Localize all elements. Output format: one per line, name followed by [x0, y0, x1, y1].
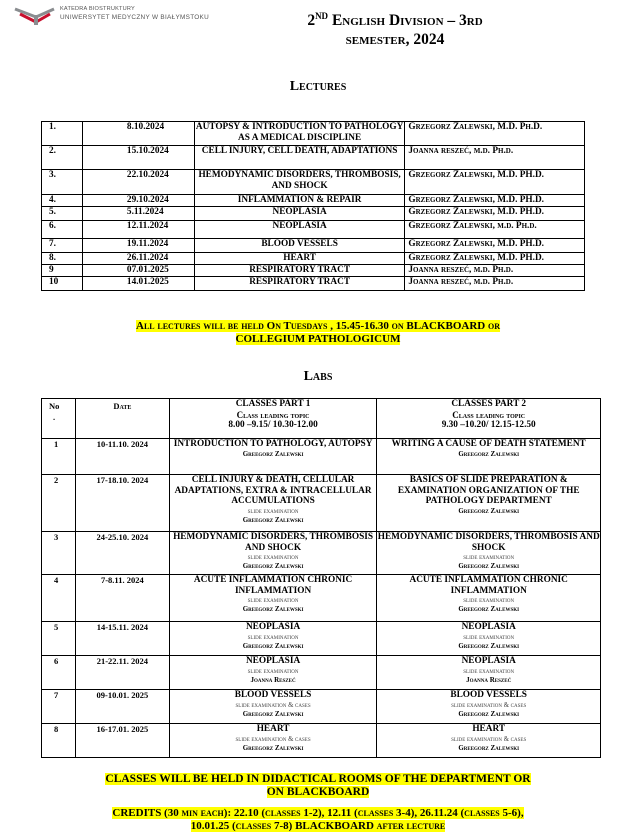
lab-row: [42, 532, 601, 575]
lecture-row: [42, 146, 585, 170]
lab-date: 7-8.11. 2024: [75, 575, 169, 622]
lecture-topic: RESPIRATORY TRACT: [194, 277, 405, 291]
labs-col-part2: [377, 399, 601, 439]
lecture-lecturer: Grzegorz Zalewski, M.D. PH.D.: [405, 207, 585, 221]
logo-university-text: UNIWERSYTET MEDYCZNY W BIAŁYMSTOKU: [60, 14, 210, 21]
lab-p2-cell: [377, 575, 601, 622]
lab-topic: BLOOD VESSELS: [450, 690, 527, 700]
university-logo: [14, 5, 214, 27]
lecture-row: [42, 265, 585, 277]
lab-p1-cell: [169, 724, 377, 758]
part2-time: 9.30 –10.20/ 12.15-12.50: [441, 420, 536, 430]
logo-emblem-icon: [14, 5, 56, 27]
lab-row: [42, 622, 601, 656]
lab-topic: HEART: [472, 724, 506, 734]
lecture-date: 5.11.2024: [82, 207, 194, 221]
lecture-topic: NEOPLASIA: [194, 207, 405, 221]
lab-p2-cell: [377, 622, 601, 656]
lecture-number: 7.: [42, 239, 83, 253]
labs-note: [0, 773, 636, 799]
lab-date: 24-25.10. 2024: [75, 532, 169, 575]
lab-activity: slide examination: [463, 597, 515, 604]
labs-col-no-label: No: [49, 401, 60, 411]
lab-topic: WRITING A CAUSE OF DEATH STATEMENT: [391, 439, 586, 449]
lab-topic: NEOPLASIA: [461, 622, 516, 632]
labs-header-row: [42, 399, 601, 439]
lecture-date: 29.10.2024: [82, 195, 194, 207]
lab-activity: slide examination: [247, 507, 299, 515]
lecture-lecturer: Joanna reszeć, m.d. Ph.d.: [405, 265, 585, 277]
lecture-number: 4.: [42, 195, 83, 207]
lab-activity: slide examination: [247, 667, 299, 675]
logo-department-text: KATEDRA BIOSTRUKTURY: [60, 6, 135, 12]
lecture-row: [42, 122, 585, 146]
lecture-lecturer: Grzegorz Zalewski, M.D. PH.D.: [405, 239, 585, 253]
lecture-number: 1.: [42, 122, 83, 146]
lecture-topic: HEART: [194, 253, 405, 265]
lecture-topic: NEOPLASIA: [194, 221, 405, 239]
lab-number: 5: [42, 622, 76, 656]
lecture-date: 26.11.2024: [82, 253, 194, 265]
lab-p2-cell: [377, 690, 601, 724]
lab-p1-cell: [169, 439, 377, 475]
lab-topic: HEMODYNAMIC DISORDERS, THROMBOSIS AND SHOCK: [173, 532, 374, 553]
lectures-table: [41, 121, 585, 291]
lab-teacher: Greegorz Zalewski: [458, 449, 520, 458]
lab-p1-cell: [169, 532, 377, 575]
lecture-topic: AUTOPSY & INTRODUCTION TO PATHOLOGY AS A MEDICAL DISCIPLINE: [194, 122, 405, 146]
lab-teacher: Greegorz Zalewski: [242, 515, 304, 524]
lecture-topic: HEMODYNAMIC DISORDERS, THROMBOSIS, AND SHOCK: [194, 170, 405, 195]
lab-activity: slide examination: [247, 597, 299, 604]
labs-note-line2: ON BLACKBOARD: [266, 786, 370, 798]
labs-col-no-dot: .: [53, 411, 56, 422]
labs-col-date: Date: [75, 399, 169, 439]
lecture-topic: CELL INJURY, CELL DEATH, ADAPTATIONS: [194, 146, 405, 170]
lab-topic: NEOPLASIA: [245, 622, 301, 632]
lab-teacher: Greegorz Zalewski: [242, 641, 304, 650]
lecture-lecturer: Joanna reszeć, m.d. Ph.d.: [405, 277, 585, 291]
lecture-lecturer: Joanna reszeć, m.d. Ph.d.: [405, 146, 585, 170]
lectures-note: [0, 320, 636, 346]
labs-table: [41, 398, 601, 758]
lab-p1-cell: [169, 475, 377, 532]
lab-activity: slide examination & cases: [235, 701, 311, 709]
part1-title: CLASSES PART 1: [235, 399, 311, 409]
lab-p2-cell: [377, 439, 601, 475]
lab-number: 1: [42, 439, 76, 475]
lab-teacher: Greegorz Zalewski: [242, 709, 304, 718]
lab-teacher: Greegorz Zalewski: [458, 562, 520, 570]
lab-topic: ACUTE INFLAMMATION CHRONIC INFLAMMATION: [409, 575, 568, 596]
lab-row: [42, 724, 601, 758]
lecture-lecturer: Grzegorz Zalewski, M.D. Ph.D.: [405, 122, 585, 146]
lab-number: 7: [42, 690, 76, 724]
lab-date: 14-15.11. 2024: [75, 622, 169, 656]
lab-p2-cell: [377, 475, 601, 532]
lecture-number: 2.: [42, 146, 83, 170]
lecture-number: 8.: [42, 253, 83, 265]
lab-date: 21-22.11. 2024: [75, 656, 169, 690]
lab-teacher: Joanna Reszeć: [250, 675, 296, 684]
lab-p1-cell: [169, 575, 377, 622]
lectures-heading: Lectures: [289, 79, 347, 94]
lecture-topic: INFLAMMATION & REPAIR: [194, 195, 405, 207]
lab-activity: slide examination: [463, 667, 515, 675]
page-title-line2: semester, 2024: [345, 31, 445, 48]
credits-note: [0, 807, 636, 833]
labs-col-part1: [169, 399, 377, 439]
lab-row: [42, 575, 601, 622]
lab-p2-cell: [377, 532, 601, 575]
lecture-date: 22.10.2024: [82, 170, 194, 195]
lab-p1-cell: [169, 690, 377, 724]
lab-p1-cell: [169, 622, 377, 656]
lecture-lecturer: Grzegorz Zalewski, M.D. PH.D.: [405, 253, 585, 265]
lab-date: 16-17.01. 2025: [75, 724, 169, 758]
lecture-row: [42, 253, 585, 265]
lecture-row: [42, 221, 585, 239]
credits-line2: 10.01.25 (classes 7-8) BLACKBOARD after lecture: [190, 820, 446, 832]
lab-teacher: Greegorz Zalewski: [242, 562, 304, 570]
lab-p1-cell: [169, 656, 377, 690]
labs-note-line1: CLASSES WILL BE HELD IN DIDACTICAL ROOMS OF THE DEPARTMENT OR: [105, 773, 531, 785]
lab-p2-cell: [377, 656, 601, 690]
lab-teacher: Greegorz Zalewski: [458, 641, 520, 650]
lecture-date: 12.11.2024: [82, 221, 194, 239]
lab-number: 8: [42, 724, 76, 758]
part1-sub: Class leading topic: [236, 409, 310, 420]
lab-number: 6: [42, 656, 76, 690]
lab-teacher: Greegorz Zalewski: [242, 449, 304, 458]
lab-activity: slide examination & cases: [451, 735, 527, 743]
lab-activity: slide examination: [247, 633, 299, 641]
lab-activity: slide examination: [247, 554, 299, 561]
lecture-topic: BLOOD VESSELS: [194, 239, 405, 253]
lecture-number: 5.: [42, 207, 83, 221]
lab-number: 3: [42, 532, 76, 575]
lab-teacher: Greegorz Zalewski: [458, 605, 520, 613]
lab-number: 4: [42, 575, 76, 622]
lab-row: [42, 439, 601, 475]
lecture-lecturer: Grzegorz Zalewski, M.D. PH.D.: [405, 195, 585, 207]
lecture-number: 6.: [42, 221, 83, 239]
lecture-date: 15.10.2024: [82, 146, 194, 170]
lecture-date: 8.10.2024: [82, 122, 194, 146]
lecture-date: 14.01.2025: [82, 277, 194, 291]
lab-topic: HEMODYNAMIC DISORDERS, THROMBOSIS AND SHOCK: [377, 532, 600, 553]
lab-date: 17-18.10. 2024: [75, 475, 169, 532]
lecture-date: 19.11.2024: [82, 239, 194, 253]
lab-topic: INTRODUCTION TO PATHOLOGY, AUTOPSY: [173, 439, 373, 449]
lab-activity: slide examination: [463, 554, 515, 561]
lecture-row: [42, 207, 585, 221]
lab-topic: NEOPLASIA: [245, 656, 301, 666]
page-title-line1: 2ND English Division – 3rd: [307, 11, 483, 30]
lab-topic: BASICS OF SLIDE PREPARATION & EXAMINATION ORGANIZATION OF THE PATHOLOGY DEPARTMENT: [397, 475, 580, 506]
lab-topic: HEART: [256, 724, 290, 734]
lab-teacher: Greegorz Zalewski: [458, 743, 520, 752]
lab-teacher: Greegorz Zalewski: [242, 605, 304, 613]
lab-activity: slide examination: [463, 633, 515, 641]
lab-row: [42, 475, 601, 532]
part2-title: CLASSES PART 2: [451, 399, 527, 409]
part1-time: 8.00 –9.15/ 10.30-12.00: [228, 420, 318, 430]
lab-date: 10-11.10. 2024: [75, 439, 169, 475]
labs-heading: Labs: [303, 369, 333, 384]
lecture-date: 07.01.2025: [82, 265, 194, 277]
lab-row: [42, 656, 601, 690]
lab-topic: CELL INJURY & DEATH, CELLULAR ADAPTATIONS, EXTRA & INTRACELLULAR ACCUMULATIONS: [174, 475, 372, 506]
lab-activity: slide examination & cases: [235, 735, 311, 743]
lectures-note-line1: All lectures will be held On Tuesdays , 15.45-16.30 on BLACKBOARD or: [136, 320, 500, 332]
lecture-row: [42, 195, 585, 207]
lectures-note-line2: COLLEGIUM PATHOLOGICUM: [235, 333, 401, 345]
lecture-number: 3.: [42, 170, 83, 195]
lab-teacher: Greegorz Zalewski: [458, 506, 520, 515]
lab-row: [42, 690, 601, 724]
lab-date: 09-10.01. 2025: [75, 690, 169, 724]
lecture-number: 10: [42, 277, 83, 291]
lab-teacher: Joanna Reszeć: [466, 675, 512, 684]
lecture-row: [42, 170, 585, 195]
lecture-topic: RESPIRATORY TRACT: [194, 265, 405, 277]
lecture-lecturer: Grzegorz Zalewski, m.d. Ph.d.: [405, 221, 585, 239]
lecture-lecturer: Grzegorz Zalewski, M.D. PH.D.: [405, 170, 585, 195]
lecture-number: 9: [42, 265, 83, 277]
lab-teacher: Greegorz Zalewski: [458, 709, 520, 718]
credits-line1: CREDITS (30 min each): 22.10 (classes 1-2), 12.11 (classes 3-4), 26.11.24 (classes 5-6),: [112, 807, 524, 819]
part2-sub: Class leading topic: [452, 409, 526, 420]
lecture-row: [42, 277, 585, 291]
lab-topic: ACUTE INFLAMMATION CHRONIC INFLAMMATION: [193, 575, 353, 596]
lecture-row: [42, 239, 585, 253]
lab-p2-cell: [377, 724, 601, 758]
lab-teacher: Greegorz Zalewski: [242, 743, 304, 752]
lab-topic: NEOPLASIA: [461, 656, 516, 666]
lab-activity: slide examination & cases: [451, 701, 527, 709]
lab-number: 2: [42, 475, 76, 532]
lab-topic: BLOOD VESSELS: [234, 690, 312, 700]
labs-col-no: [42, 399, 76, 439]
